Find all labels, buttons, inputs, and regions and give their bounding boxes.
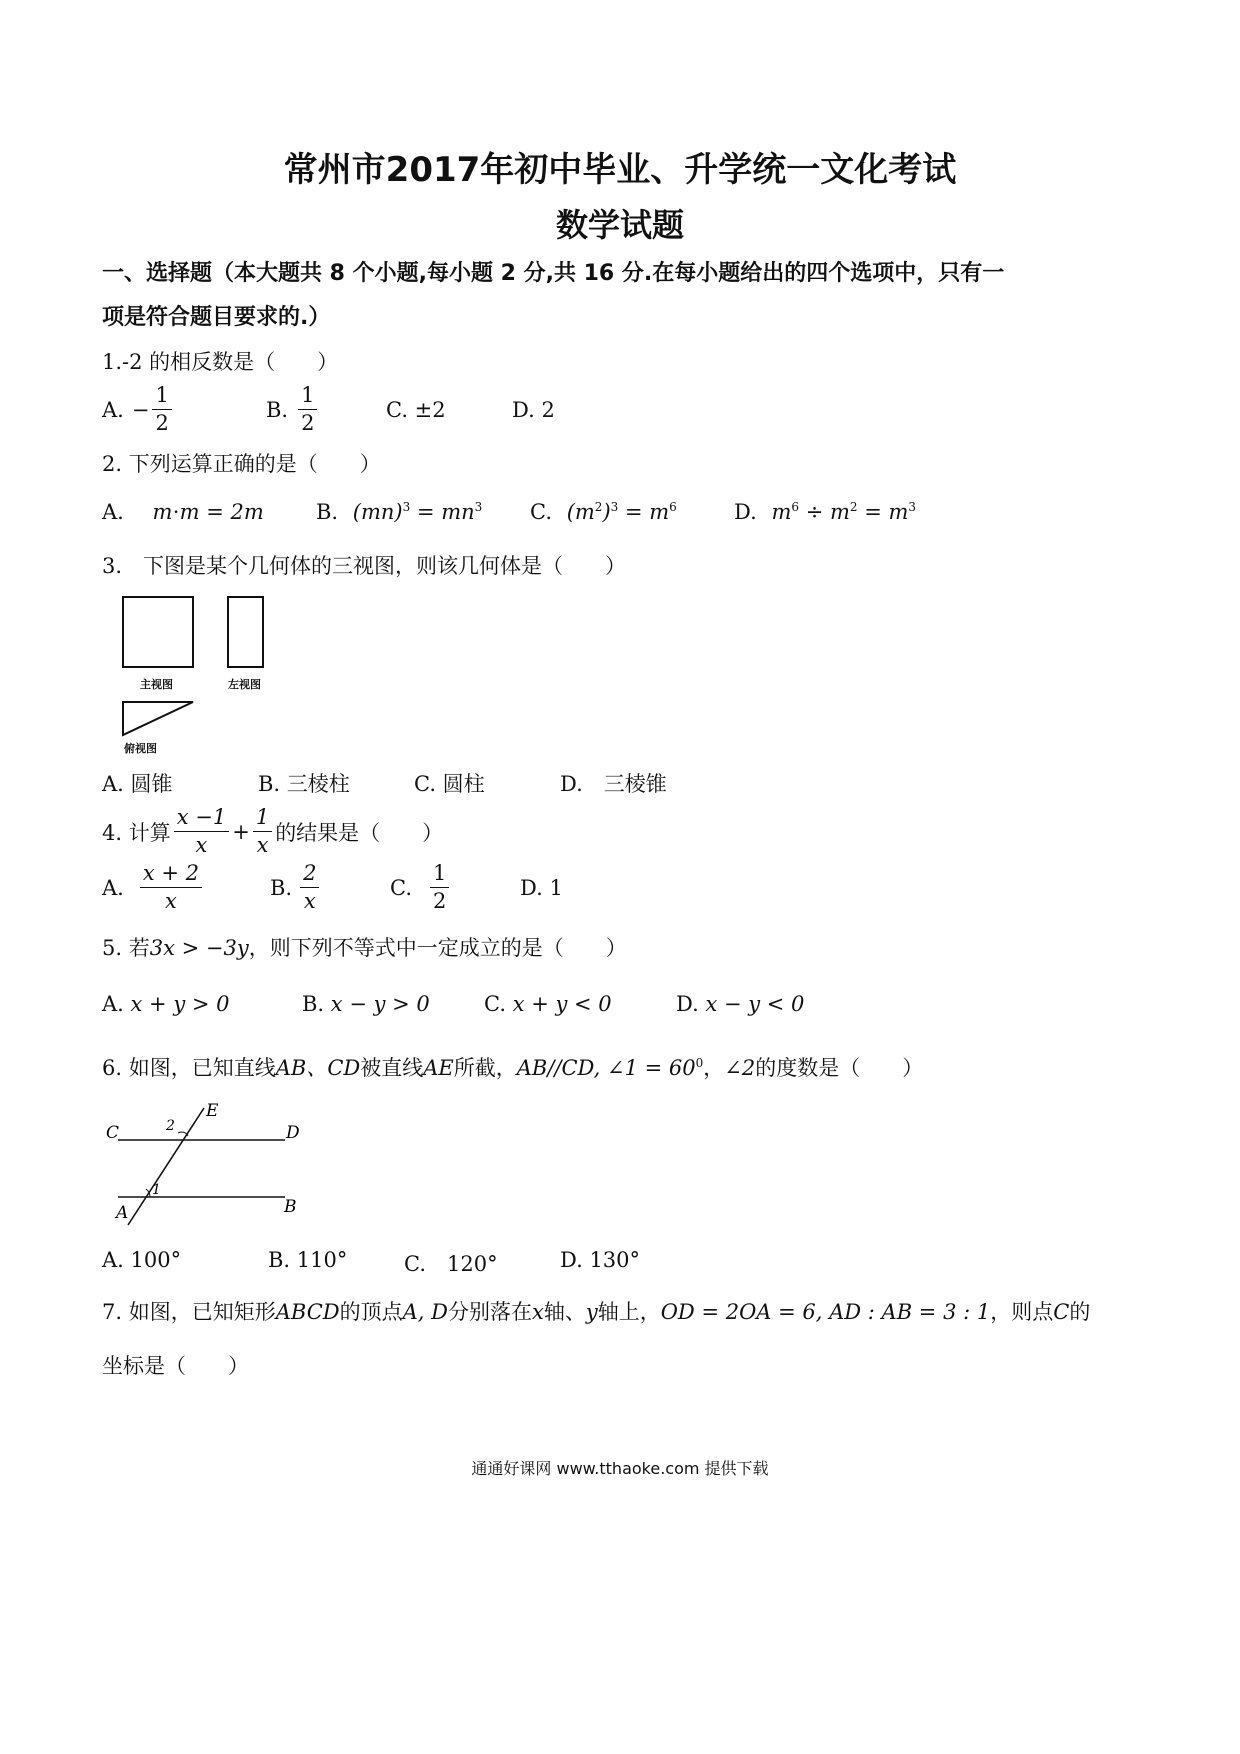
q2-b-rhs-exp: 3 xyxy=(474,500,483,514)
q7-mid3: 轴、 xyxy=(543,1300,586,1324)
q7-vertices: A, D xyxy=(402,1300,448,1324)
q2-c-label: C. xyxy=(530,500,552,524)
q2-stem: 2. 下列运算正确的是（ ） xyxy=(102,452,381,476)
exam-title: 常州市2017年初中毕业、升学统一文化考试 xyxy=(283,150,957,190)
q4-b-den: x xyxy=(303,889,316,914)
q4-f2-den: x xyxy=(256,833,269,858)
section-heading-line1: 一、选择题（本大题共 8 个小题,每小题 2 分,共 16 分.在每小题给出的四个选项中，只有一 xyxy=(102,261,1005,286)
q5-option-d xyxy=(676,992,804,1016)
q7-y-axis: y xyxy=(585,1300,598,1324)
q1-option-b xyxy=(266,384,320,435)
q4-option-c xyxy=(390,862,452,913)
label-front-view: 主视图 xyxy=(140,678,173,691)
q4-a-num: x + 2 xyxy=(140,862,202,888)
q6-stem xyxy=(102,1052,923,1082)
q1-b-fraction xyxy=(298,384,317,435)
label-left-view: 左视图 xyxy=(228,678,261,691)
q2-b-exp: 3 xyxy=(402,500,411,514)
q6-angle2: ∠2 xyxy=(724,1056,756,1080)
q5-a-expr: x + y > 0 xyxy=(130,992,230,1016)
q5-d-expr: x − y < 0 xyxy=(705,992,805,1016)
q5-b-label: B. xyxy=(302,992,325,1016)
q2-option-d xyxy=(734,500,916,524)
label-top-view: 俯视图 xyxy=(124,742,157,755)
q5-stem-post: ，则下列不等式中一定成立的是（ ） xyxy=(248,936,627,960)
q3-option-d: D. 三棱锥 xyxy=(560,772,667,796)
q4-a-label: A. xyxy=(102,875,124,900)
top-view-triangle xyxy=(123,702,193,735)
q6-mid1: 被直线 xyxy=(360,1056,424,1080)
q4-option-d: D. 1 xyxy=(520,876,563,900)
q2-d-e2: 2 xyxy=(849,500,858,514)
q2-a-label: A. xyxy=(102,500,124,524)
q7-mid6: 的 xyxy=(1069,1300,1091,1324)
q2-a-expr: m⋅m = 2m xyxy=(152,500,264,524)
q5-option-a xyxy=(102,992,230,1016)
q4-c-den: 2 xyxy=(433,889,447,914)
q1-a-num: 1 xyxy=(152,384,171,410)
q6-condition: AB//CD, ∠1 = 60 xyxy=(516,1056,696,1080)
q5-option-b xyxy=(302,992,430,1016)
point-c-label: C xyxy=(106,1123,120,1143)
q1-b-num: 1 xyxy=(298,384,317,410)
q2-option-c xyxy=(530,500,677,524)
q6-option-c: C. 120° xyxy=(404,1252,498,1276)
q1-a-den: 2 xyxy=(155,411,169,436)
q1-b-label: B. xyxy=(266,397,289,422)
q7-mid2: 分别落在 xyxy=(447,1300,532,1324)
q6-stem-post: 的度数是（ ） xyxy=(755,1056,924,1080)
q4-stem-post: 的结果是（ ） xyxy=(275,820,444,845)
angle-2-label: 2 xyxy=(166,1118,175,1134)
q4-c-label: C. xyxy=(390,875,412,900)
q1-a-sign: − xyxy=(131,397,150,422)
q4-fraction-1 xyxy=(174,806,229,857)
front-view-square xyxy=(123,597,193,667)
q7-point-c: C xyxy=(1053,1300,1070,1324)
q2-c-base: (m xyxy=(566,500,595,524)
q5-stem xyxy=(102,932,627,962)
q7-condition: OD = 2OA = 6, AD : AB = 3 : 1 xyxy=(660,1300,991,1324)
q1-option-c: C. ±2 xyxy=(386,398,446,422)
q3-option-b: B. 三棱柱 xyxy=(258,772,350,796)
q7-mid1: 的顶点 xyxy=(339,1300,403,1324)
q2-option-b xyxy=(316,500,482,524)
q4-plus: + xyxy=(232,819,250,844)
q5-b-expr: x − y > 0 xyxy=(330,992,430,1016)
q2-c-close: ) xyxy=(602,500,611,524)
q5-c-expr: x + y < 0 xyxy=(512,992,612,1016)
angle-1-label: 1 xyxy=(152,1182,161,1198)
q5-condition: 3x > −3y xyxy=(149,936,249,960)
q4-stem-pre: 4. 计算 xyxy=(102,820,171,845)
exam-subtitle: 数学试题 xyxy=(555,206,684,244)
q4-option-b xyxy=(270,862,322,913)
q7-x-axis: x xyxy=(531,1300,544,1324)
q4-c-fraction xyxy=(430,862,449,913)
q2-b-base: (mn) xyxy=(352,500,403,524)
q3-stem: 3. 下图是某个几何体的三视图，则该几何体是（ ） xyxy=(102,554,627,578)
q4-option-a xyxy=(102,862,205,913)
q7-rectangle: ABCD xyxy=(275,1300,340,1324)
three-view-figure xyxy=(110,590,280,760)
q4-stem xyxy=(102,806,443,857)
q4-c-num: 1 xyxy=(430,862,449,888)
q2-c-exp: 3 xyxy=(610,500,619,514)
q7-mid5: ，则点 xyxy=(990,1300,1054,1324)
q6-option-a: A. 100° xyxy=(102,1248,182,1272)
q7-mid4: 轴上， xyxy=(597,1300,661,1324)
q4-f1-num: x −1 xyxy=(174,806,229,832)
q6-condition-exp: 0 xyxy=(695,1056,704,1070)
q4-f2-num: 1 xyxy=(253,806,272,832)
q2-b-rhs: = mn xyxy=(410,500,475,524)
q6-mid2: 所截， xyxy=(453,1056,517,1080)
point-a-label: A xyxy=(116,1203,129,1223)
q5-c-label: C. xyxy=(484,992,506,1016)
q3-option-a: A. 圆锥 xyxy=(102,772,173,796)
q4-f1-den: x xyxy=(195,833,208,858)
q1-option-a xyxy=(102,384,175,435)
q5-d-label: D. xyxy=(676,992,699,1016)
q6-lines: AB、CD xyxy=(275,1056,361,1080)
q1-option-d: D. 2 xyxy=(512,398,555,422)
q2-d-e1: 6 xyxy=(791,500,800,514)
point-e-label: E xyxy=(206,1101,219,1121)
q6-stem-pre: 6. 如图，已知直线 xyxy=(102,1056,276,1080)
q2-d-mid: ÷ m xyxy=(799,500,850,524)
section-heading-line2: 项是符合题目要求的.） xyxy=(102,305,331,330)
q6-option-b: B. 110° xyxy=(268,1248,348,1272)
q2-d-rhs: = m xyxy=(857,500,909,524)
q1-a-fraction xyxy=(152,384,171,435)
q5-a-label: A. xyxy=(102,992,124,1016)
page-footer: 通通好课网 www.tthaoke.com 提供下载 xyxy=(471,1459,769,1478)
q5-option-c xyxy=(484,992,612,1016)
q1-b-den: 2 xyxy=(301,411,315,436)
q4-b-label: B. xyxy=(270,875,293,900)
q2-c-rhs-exp: 6 xyxy=(669,500,677,514)
q4-a-den: x xyxy=(165,889,177,914)
q1-stem: 1.-2 的相反数是（ ） xyxy=(102,350,339,374)
q2-d-label: D. xyxy=(734,500,757,524)
q4-b-num: 2 xyxy=(300,862,319,888)
q2-d-e3: 3 xyxy=(908,500,917,514)
q2-option-a xyxy=(102,500,264,524)
q4-b-fraction xyxy=(300,862,319,913)
q6-mid3: ， xyxy=(703,1056,725,1080)
q1-a-label: A. xyxy=(102,397,124,422)
q4-fraction-2 xyxy=(253,806,272,857)
q7-stem-line2: 坐标是（ ） xyxy=(102,1354,249,1378)
q5-stem-pre: 5. 若 xyxy=(102,936,150,960)
q6-ae: AE xyxy=(423,1056,454,1080)
q3-option-c: C. 圆柱 xyxy=(414,772,485,796)
q2-b-label: B. xyxy=(316,500,339,524)
q4-a-fraction xyxy=(140,862,202,913)
left-view-rect xyxy=(228,597,263,667)
q7-stem-pre: 7. 如图，已知矩形 xyxy=(102,1300,276,1324)
q2-d-m1: m xyxy=(771,500,792,524)
q7-stem-line1 xyxy=(102,1296,1090,1326)
q2-c-rhs: = m xyxy=(618,500,670,524)
parallel-lines-figure xyxy=(100,1100,320,1230)
q6-option-d: D. 130° xyxy=(560,1248,641,1272)
point-d-label: D xyxy=(286,1123,300,1143)
point-b-label: B xyxy=(284,1197,297,1217)
q2-c-inner-exp: 2 xyxy=(594,500,603,514)
